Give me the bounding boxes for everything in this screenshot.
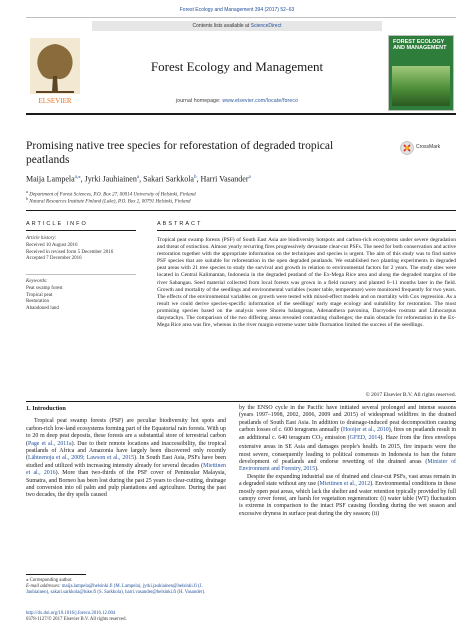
- journal-masthead: [26, 17, 456, 111]
- elsevier-tree-logo-icon: [26, 36, 84, 108]
- abstract-divider: [157, 230, 456, 231]
- email-label: E-mail addresses:: [26, 584, 62, 589]
- body-left-column: [26, 405, 226, 500]
- sciencedirect-link[interactable]: ScienceDirect: [250, 23, 282, 29]
- email-addresses: [26, 584, 226, 596]
- journal-cover-thumbnail[interactable]: [388, 35, 454, 111]
- body-text: ), fires on peatlands result in an additional c. 640 teragram CO: [239, 427, 456, 441]
- crossmark-label: CrossMark: [416, 144, 441, 150]
- history-label: Article history:: [26, 236, 57, 241]
- keywords-label: Keywords:: [26, 279, 48, 284]
- body-text: ). In South East Asia, PSFs have been studied and utilized with increasing intensity already for several decades (: [26, 455, 226, 469]
- history-accepted: Accepted 7 December 2016: [26, 256, 82, 262]
- author-name[interactable]: Maija Lampela: [26, 174, 75, 184]
- article-info-divider: [26, 230, 136, 231]
- keyword: Tropical peat: [26, 292, 53, 298]
- abstract-bottom-divider: [26, 401, 456, 402]
- affiliation-text: Natural Resources Institute Finland (Luke), P.O. Box 2, 00791 Helsinki, Finland: [29, 199, 191, 205]
- author-separator: ,: [196, 174, 201, 184]
- citation-link[interactable]: Miettinen et al., 2016: [26, 462, 226, 477]
- article-info-heading: ARTICLE INFO: [26, 221, 88, 227]
- author-separator: ,: [139, 174, 144, 184]
- body-paragraph: [239, 474, 456, 518]
- doi-link[interactable]: http://dx.doi.org/10.1016/j.foreco.2016.12.004: [26, 611, 116, 616]
- author-affiliation-marker[interactable]: a: [136, 175, 140, 180]
- author-name[interactable]: Sakari Sarkkola: [143, 174, 194, 184]
- introduction-heading: 1. Introduction: [26, 405, 66, 412]
- history-received: Received 10 August 2016: [26, 242, 78, 248]
- keywords-divider: [26, 274, 136, 275]
- affiliation-marker: a: [26, 189, 28, 194]
- article-title: Promising native tree species for reforestation of degraded tropical peatlands: [26, 140, 334, 166]
- citation-link[interactable]: Page et al., 2011a: [27, 440, 72, 447]
- body-text: by the ENSO cycle in the Pacific have initiated several prolonged and intense seasons (years 1997–1998, 2002, 2006, 2009 and 2015) of widespread wildfires in the drained peatlands of South East Asia. In addition to drainage-induced peat decomposition causing carbon losses of c. 600 teragrams annually (: [239, 405, 456, 434]
- journal-homepage: [92, 98, 382, 104]
- crossmark-icon: [400, 141, 414, 155]
- cover-title: FOREST ECOLOGY AND MANAGEMENT: [393, 39, 447, 51]
- email-links[interactable]: maija.lampela@helsinki.fi (M. Lampela), jyrki.jauhiainen@helsinki.fi (J. Jauhiainen), sakari.sarkkola@luke.fi (S. Sarkkola), harri.vasander@helsinki.fi (H. Vasander).: [26, 584, 206, 595]
- keyword: Restoration: [26, 299, 50, 305]
- author-affiliation-marker[interactable]: b: [193, 175, 197, 180]
- author-affiliation-marker[interactable]: a,⁎: [74, 175, 81, 180]
- header-divider: [26, 210, 456, 211]
- body-text: ). Due to their remote locations and inaccessibility, the tropical peatlands of Africa and Amazonia have largely been discovered only recently (: [26, 440, 227, 462]
- body-text: ). More than two-thirds of the PSF cover of Peninsular Malaysia, Sumatra, and Borneo has been lost during the past 25 years to clear-cutting, drainage and conversion into oil palm and pulp plantations and agriculture. During the past two decades, the dry spells caused: [26, 470, 226, 499]
- body-paragraph: [239, 405, 456, 474]
- journal-title: Forest Ecology and Management: [150, 59, 324, 74]
- footnotes: [26, 578, 226, 596]
- body-paragraph: [26, 418, 226, 499]
- abstract-copyright: © 2017 Elsevier B.V. All rights reserved.: [365, 392, 456, 398]
- body-text: ). Environmental conditions in these mostly open peat areas, which lack the shelter and water retention typically provided by full canopy cover forest, are harsh for vegetation regeneration: (i) water table (WT) fluctuation is extreme in comparison to the intact PSF causing flooding during the wet season and excessive dryness in surface peat during the dry season; (ii): [239, 481, 456, 517]
- author-list: [26, 174, 251, 184]
- elsevier-wordmark: ELSEVIER: [38, 97, 72, 105]
- abstract-text: Tropical peat swamp forests (PSF) of South East Asia are biodiversity hotspots and carbon-rich ecosystems under severe degradation and threat of extinction. Almost yearly recurring fires progressively devastate clear-cut PSFs. The need for both conservation and active restoration together with the appropriate information on the techniques and species is urgent. The aim of this study was to find native PSF species that are suitable for reforestation in the open degraded peatlands. We established two planting experiments in degraded peat areas with 21 tree species to study the survival and growth in relation to environmental factors for 2 years. The study sites were located in Central Kalimantan, Indonesia in the degraded peatland of the Ex-Mega Rice area and along the degraded margins of the river Sabangau. Seed material collected from local forests was grown in a field nursery and planted 6–11 months later in the field. Growth and mortality of the seedlings and environmental variables (water table, temperature) were monitored frequently for two years. The effects of the environmental variables on growth were tested with mixed-effect models and on mortality with Cox regression. As a result we could derive species-specific information of the seedlings' early stage ecology and suitability for restoration. The most promising species based on the analysis were Shorea balangeran, Adenanthera pavonina, Dacryodes rostrata and Lithocarpus dasystachys. The comparison of the two differing areas revealed contrasting challenges; the main obstacle for reforestation in the Ex-Mega Rice area was fire, whereas in the river margin extreme water table fluctuation limited the success of the seedlings.: [157, 237, 456, 329]
- author-affiliation-marker[interactable]: a: [248, 175, 251, 180]
- keyword: Peat swamp forest: [26, 285, 63, 291]
- citation-link[interactable]: Miettinen et al., 2012: [319, 481, 371, 488]
- cover-forest-image: [392, 66, 450, 106]
- issn-line: 0378-1127/© 2017 Elsevier B.V. All rights reserved.: [26, 617, 127, 622]
- citation-link[interactable]: Lähteenoja et al., 2009; Lawson et al., 2015: [27, 455, 135, 462]
- subscript: 2: [320, 437, 323, 443]
- article-history: [26, 236, 126, 263]
- author-separator: ,: [80, 174, 85, 184]
- body-text: ). Haze from the fires envelops extensive areas in SE Asia and damages people's health. In 2015, fire impacts were the most severe, consequently leading to political consensus in Indonesia to ban the future development of peatlands and endorse rewetting of the drained areas (: [239, 434, 456, 466]
- keyword: Abandoned land: [26, 306, 59, 312]
- body-text: Despite the expanding industrial use of drained and clear-cut PSFs, vast areas remain in a degraded state without any use (: [239, 473, 456, 488]
- citation-link[interactable]: GFED, 2014: [349, 434, 381, 441]
- homepage-link[interactable]: www.elsevier.com/locate/foreco: [222, 98, 299, 104]
- history-revised: Received in revised form 5 December 2016: [26, 249, 114, 255]
- masthead-divider: [26, 113, 456, 115]
- crossmark-badge[interactable]: [400, 141, 456, 155]
- body-text: Tropical peat swamp forests (PSF) are peculiar biodiversity hot spots and carbon-rich low-land ecosystems forming part of the Equatorial rain forests. With up to 20 m deep peat deposits, these forests are a substantial store of terrestrial carbon (: [26, 418, 226, 447]
- author-name[interactable]: Harri Vasander: [200, 174, 249, 184]
- abstract-heading: ABSTRACT: [157, 221, 203, 227]
- affiliation: [26, 196, 190, 205]
- body-text: emission (: [322, 434, 350, 441]
- contents-bar: [92, 21, 382, 31]
- body-right-column: [239, 405, 456, 518]
- corresponding-author-note: ⁎ Corresponding author.: [26, 578, 73, 583]
- keywords: [26, 279, 126, 313]
- footnote-divider: [26, 574, 86, 575]
- author-name[interactable]: Jyrki Jauhiainen: [84, 174, 137, 184]
- homepage-prefix: journal homepage:: [175, 98, 223, 104]
- journal-reference[interactable]: Forest Ecology and Management 394 (2017) 52–63: [179, 7, 295, 13]
- citation-link[interactable]: Minister of Environment and Forestry, 2015: [239, 459, 456, 473]
- body-text: ).: [315, 466, 319, 473]
- contents-prefix: Contents lists available at: [192, 23, 251, 29]
- citation-link[interactable]: Hooijer et al., 2010: [342, 427, 389, 434]
- affiliation-marker: b: [26, 196, 28, 201]
- affiliation-text: Department of Forest Sciences, P.O. Box 27, 00014 University of Helsinki, Finland: [29, 192, 196, 198]
- doi-block: [26, 611, 246, 623]
